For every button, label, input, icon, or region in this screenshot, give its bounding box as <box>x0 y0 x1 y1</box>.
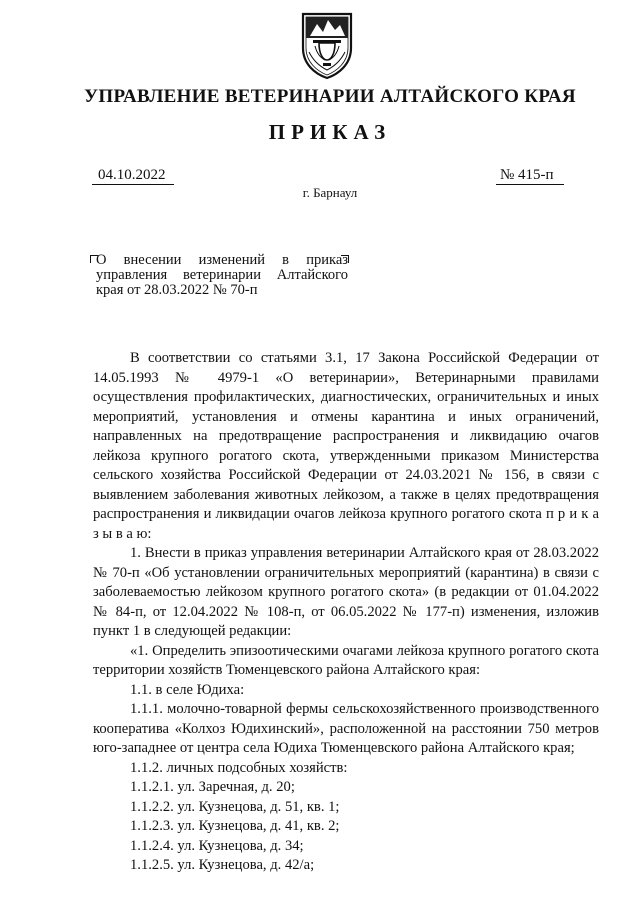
coat-of-arms-icon <box>297 8 357 80</box>
address-item: 1.1.2.2. ул. Кузнецова, д. 51, кв. 1; <box>130 798 340 815</box>
item-1-1-paragraph: 1.1. в селе Юдиха: <box>130 681 245 698</box>
address-item: 1.1.2.1. ул. Заречная, д. 20; <box>130 779 295 795</box>
address-item: 1.1.2.5. ул. Кузнецова, д. 42/а; <box>130 857 315 873</box>
document-type: ПРИКАЗ <box>268 120 392 144</box>
quote-1-paragraph: «1. Определить эпизоотическими очагами лейкоза крупного рогатого скота территории хозяйств Тюменцевского района Алтайского края: <box>93 642 599 678</box>
organization-name: УПРАВЛЕНИЕ ВЕТЕРИНАРИИ АЛТАЙСКОГО КРАЯ <box>84 86 576 107</box>
item-1-1-2-paragraph: 1.1.2. личных подсобных хозяйств: <box>130 759 348 776</box>
document-subject: О внесении изменений в приказ управления ветеринарии Алтайского края от 28.03.2022 № 70-п <box>96 252 348 298</box>
address-item: 1.1.2.3. ул. Кузнецова, д. 41, кв. 2; <box>130 818 340 834</box>
item-1-1-1-paragraph: 1.1.1. молочно-товарной фермы сельскохозяйственного производственного кооператива «Колхоз Юдихинский», расположенной на расстоянии 750 метров юго-западнее от центра села Юдиха Тюменцевского района Алтайского края; <box>93 701 599 756</box>
document-city: г. Барнаул <box>302 185 358 200</box>
document-date: 04.10.2022 <box>92 166 174 185</box>
item-1-paragraph: 1. Внести в приказ управления ветеринарии Алтайского края от 28.03.2022 № 70-п «Об установлении ограничительных мероприятий (карантина) в связи с заболеваемостью лейкозом крупного рогатого скота» (в редакции от 01.04.2022 № 84-п, от 12.04.2022 № 108-п, от 06.05.2022 № 177-п) изменения, изложив пункт 1 в следующей редакции: <box>93 545 599 639</box>
document-body <box>93 349 599 876</box>
address-item: 1.1.2.4. ул. Кузнецова, д. 34; <box>130 837 304 854</box>
preamble-paragraph: В соответствии со статьями 3.1, 17 Закона Российской Федерации от 14.05.1993 № 4979-1 «О ветеринарии», Ветеринарными правилами осуществления профилактических, диагностических, ограничительных и иных мероприятий, установления и отмены карантина и иных ограничений, направленных на предотвращение распространения и ликвидацию очагов лейкоза крупного рогатого скота, утвержденными приказом Министерства сельского хозяйства Российской Федерации от 24.03.2021 № 156, в связи с выявлением заболевания животных лейкозом, а также в целях предотвращения распространения и ликвидации очагов лейкоза крупного рогатого скота п р и к а з ы в а ю: <box>93 350 599 542</box>
document-number: № 415-п <box>496 166 564 185</box>
